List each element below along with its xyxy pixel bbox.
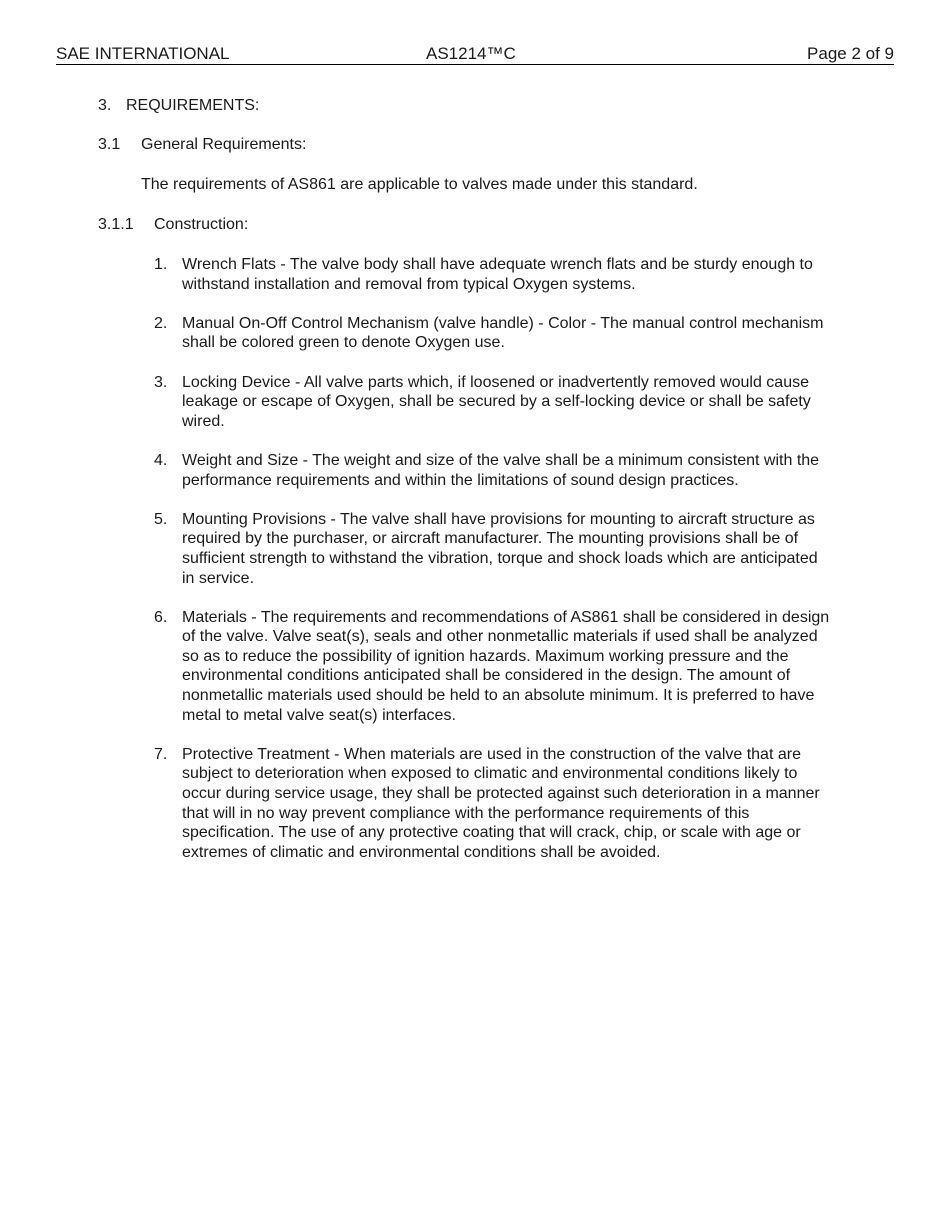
list-item-number: 6.	[154, 608, 168, 626]
section-3-1-title: General Requirements:	[141, 136, 307, 153]
list-item	[154, 745, 834, 863]
list-item-number: 3.	[154, 373, 168, 391]
list-item-number: 7.	[154, 745, 168, 763]
list-item	[154, 510, 834, 588]
list-item	[154, 608, 834, 726]
page-header	[56, 44, 894, 65]
section-3-number: 3.	[98, 97, 112, 114]
header-document-id: AS1214™C	[426, 44, 516, 63]
list-item-text: Weight and Size - The weight and size of the valve shall be a minimum consistent with the performance requirements and within the limitations of sound design practices.	[182, 451, 820, 489]
header-organization: SAE INTERNATIONAL	[56, 44, 230, 63]
section-3-1-1-number: 3.1.1	[98, 216, 134, 233]
list-item-text: Wrench Flats - The valve body shall have adequate wrench flats and be sturdy enough to withstand installation and removal from typical Oxygen systems.	[182, 256, 813, 293]
construction-requirements-list	[154, 255, 834, 882]
list-item	[154, 373, 834, 432]
list-item-text: Materials - The requirements and recommendations of AS861 shall be considered in design of the valve. Valve seat(s), seals and other nonmetallic materials if used shall be analyzed so as to reduce the possibility of ignition hazards. Maximum working pressure and the environmental conditions anticipated shall be considered in the design. The amount of nonmetallic materials used should be held to an absolute minimum. It is preferred to have metal to metal valve seat(s) interfaces.	[182, 608, 830, 724]
list-item-text: Mounting Provisions - The valve shall have provisions for mounting to aircraft structure as required by the purchaser, or aircraft manufacturer. The mounting provisions shall be of sufficient strength to withstand the vibration, torque and shock loads which are anticipated in service.	[182, 510, 818, 587]
list-item	[154, 255, 834, 294]
section-3-1-paragraph: The requirements of AS861 are applicable to valves made under this standard.	[141, 176, 698, 193]
list-item-number: 4.	[154, 451, 168, 469]
list-item	[154, 451, 834, 490]
list-item-text: Manual On-Off Control Mechanism (valve handle) - Color - The manual control mechanism shall be colored green to denote Oxygen use.	[182, 314, 824, 352]
section-3-1-1-title: Construction:	[154, 216, 249, 233]
list-item	[154, 314, 834, 353]
list-item-number: 5.	[154, 510, 168, 528]
list-item-text: Locking Device - All valve parts which, if loosened or inadvertently removed would cause leakage or escape of Oxygen, shall be secured by a self-locking device or shall be safety wired.	[182, 373, 811, 430]
section-3-1-number: 3.1	[98, 136, 121, 153]
list-item-text: Protective Treatment - When materials are used in the construction of the valve that are subject to deterioration when exposed to climatic and environmental conditions likely to occur during service usage, they shall be protected against such deterioration in a manner that will in no way prevent compliance with the performance requirements of this specification. The use of any protective coating that will crack, chip, or scale with age or extremes of climatic and environmental conditions shall be avoided.	[182, 745, 820, 861]
header-page-number: Page 2 of 9	[807, 44, 894, 63]
list-item-number: 2.	[154, 314, 168, 332]
section-3-title: REQUIREMENTS:	[126, 97, 260, 114]
list-item-number: 1.	[154, 256, 168, 273]
